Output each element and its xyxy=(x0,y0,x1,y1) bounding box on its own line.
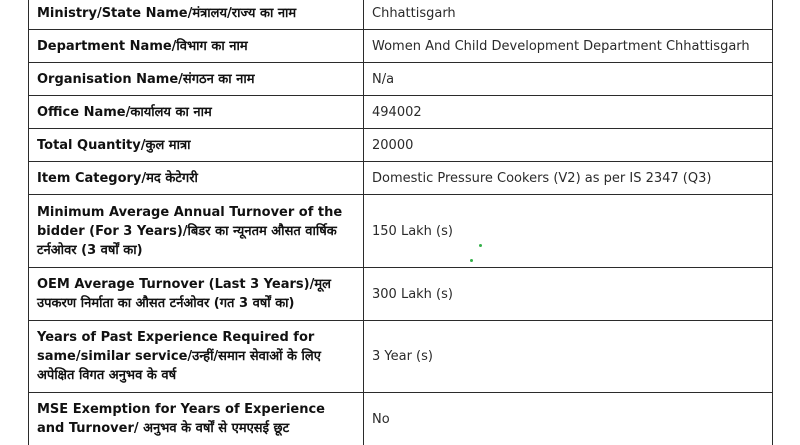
table-row-office xyxy=(29,96,773,129)
past-experience-label: Years of Past Experience Required for same/similar service/उन्हीं/समान सेवाओं के लिए अपेक्षित विगत अनुभव के वर्ष xyxy=(29,321,364,393)
scan-speck xyxy=(470,259,473,262)
table-row-mse-exemption xyxy=(29,393,773,445)
department-value: Women And Child Development Department Chhattisgarh xyxy=(364,30,773,63)
table-row-department xyxy=(29,30,773,63)
total-quantity-value: 20000 xyxy=(364,129,773,162)
total-quantity-label: Total Quantity/कुल मात्रा xyxy=(29,129,364,162)
oem-turnover-label: OEM Average Turnover (Last 3 Years)/मूल उपकरण निर्माता का औसत टर्नओवर (गत 3 वर्षों का) xyxy=(29,268,364,321)
department-label: Department Name/विभाग का नाम xyxy=(29,30,364,63)
office-value: 494002 xyxy=(364,96,773,129)
table-row-ministry-state xyxy=(29,0,773,30)
oem-turnover-value: 300 Lakh (s) xyxy=(364,268,773,321)
table-row-min-turnover xyxy=(29,195,773,268)
organisation-value: N/a xyxy=(364,63,773,96)
table-row-past-experience xyxy=(29,321,773,393)
office-label: Office Name/कार्यालय का नाम xyxy=(29,96,364,129)
item-category-value: Domestic Pressure Cookers (V2) as per IS 2347 (Q3) xyxy=(364,162,773,195)
table-row-oem-turnover xyxy=(29,268,773,321)
table-row-item-category xyxy=(29,162,773,195)
table-row-total-quantity xyxy=(29,129,773,162)
ministry-state-value: Chhattisgarh xyxy=(364,0,773,30)
past-experience-value: 3 Year (s) xyxy=(364,321,773,393)
scan-speck xyxy=(479,244,482,247)
min-turnover-value: 150 Lakh (s) xyxy=(364,195,773,268)
bid-details-table xyxy=(28,0,773,445)
ministry-state-label: Ministry/State Name/मंत्रालय/राज्य का नाम xyxy=(29,0,364,30)
item-category-label: Item Category/मद केटेगरी xyxy=(29,162,364,195)
organisation-label: Organisation Name/संगठन का नाम xyxy=(29,63,364,96)
table-row-organisation xyxy=(29,63,773,96)
min-turnover-label: Minimum Average Annual Turnover of the bidder (For 3 Years)/बिडर का न्यूनतम औसत वार्षिक टर्नओवर (3 वर्षों का) xyxy=(29,195,364,268)
mse-exemption-label: MSE Exemption for Years of Experience and Turnover/ अनुभव के वर्षों से एमएसई छूट xyxy=(29,393,364,445)
mse-exemption-value: No xyxy=(364,393,773,445)
